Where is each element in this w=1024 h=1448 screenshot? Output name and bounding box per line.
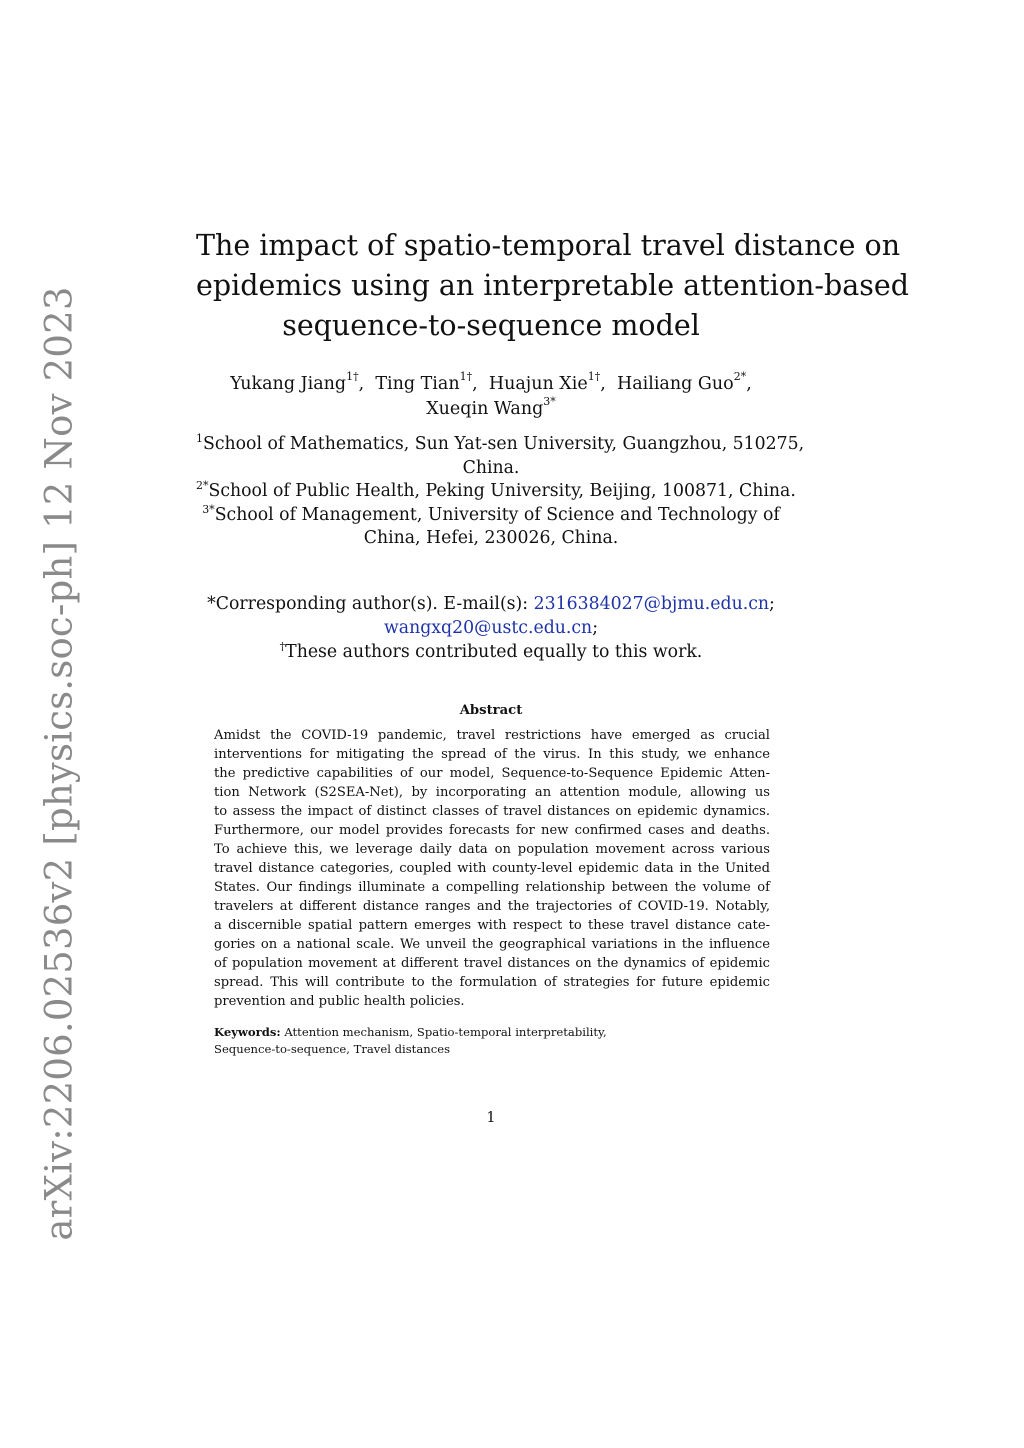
abstract-line: interventions for mitigating the spread of the virus. In this study, we enhance — [214, 747, 770, 762]
abstract-line: To achieve this, we leverage daily data on population movement across various — [214, 842, 770, 857]
abstract-text — [214, 726, 770, 1011]
page-number: 1 — [486, 1110, 496, 1126]
abstract-line: travel distance categories, coupled with county-level epidemic data in the United — [214, 861, 770, 876]
equal-contribution-note: †These authors contributed equally to this work. — [279, 640, 703, 662]
abstract-line: travelers at different distance ranges and the trajectories of COVID-19. Notably, — [214, 899, 770, 914]
author-affil-mark: 1† — [459, 370, 473, 384]
abstract-line: tion Network (S2SEA-Net), by incorporating an attention module, allowing us — [214, 785, 770, 800]
arxiv-identifier: arXiv:2206.02536v2 [physics.soc-ph] 12 Nov 2023 — [37, 285, 81, 1241]
affiliation: $^{2*}$School of Public Health, Peking University, Beijing, 100871, China. — [196, 479, 796, 501]
arxiv-side-stamp — [24, 285, 94, 1241]
keywords-text: Sequence-to-sequence, Travel distances — [214, 1042, 451, 1056]
abstract-line: to assess the impact of distinct classes of travel distances on epidemic dynamics. — [214, 804, 770, 819]
email-link[interactable]: 2316384027@bjmu.edu.cn — [533, 594, 770, 614]
abstract-body — [214, 726, 770, 1011]
keywords — [214, 1024, 770, 1058]
paper-title — [196, 226, 909, 346]
author-list: Yukang Jiang$^{1\dagger}$, Ting Tian$^{1\dagger}$, Huajun Xie$^{1\dagger}$, Hailiang Guo$^{2*}$, Xueqin Wang$^{3*}$ — [230, 370, 752, 419]
author-affil-mark: 3* — [543, 395, 556, 409]
author-name: Huajun Xie — [488, 374, 588, 394]
keywords-label: Keywords: — [214, 1025, 281, 1039]
abstract-line: States. Our findings illuminate a compelling relationship between the volume of — [214, 880, 770, 895]
title-line: epidemics using an interpretable attention-based — [196, 269, 909, 302]
affiliation: $^1$School of Mathematics, Sun Yat-sen University, Guangzhou, 510275, — [196, 432, 805, 454]
title-line: The impact of spatio-temporal travel distance on — [196, 229, 901, 262]
abstract-line: Amidst the COVID-19 pandemic, travel restrictions have emerged as crucial — [214, 728, 770, 743]
author-name: Ting Tian — [375, 374, 460, 394]
affiliation-continued: China. — [462, 457, 520, 478]
affiliation: $^{3*}$School of Management, University of Science and Technology of — [202, 502, 780, 525]
abstract-line: Furthermore, our model provides forecasts for new confirmed cases and deaths. — [214, 823, 770, 838]
abstract-line: spread. This will contribute to the formulation of strategies for future epidemic — [214, 975, 770, 990]
author-name: Hailiang Guo — [616, 374, 734, 394]
abstract-line: a discernible spatial pattern emerges with respect to these travel distance cate- — [214, 918, 770, 933]
author-affil-mark: 1† — [587, 370, 601, 384]
abstract-heading: Abstract — [459, 703, 523, 718]
abstract-line: prevention and public health policies. — [214, 994, 465, 1009]
author-name: Xueqin Wang — [426, 399, 544, 419]
abstract-line: gories on a national scale. We unveil the geographical variations in the influence — [214, 937, 770, 952]
title-line: sequence-to-sequence model — [282, 309, 700, 342]
affiliation-continued: China, Hefei, 230026, China. — [363, 528, 619, 548]
keywords-text: Attention mechanism, Spatio-temporal interpretability, — [280, 1025, 607, 1039]
author-name: Yukang Jiang — [230, 374, 347, 394]
affiliation-list — [196, 432, 805, 551]
abstract-line: of population movement at different travel distances on the dynamics of epidemic — [214, 956, 770, 971]
correspondence-block: *Corresponding author(s). E-mail(s): 2316384027@bjmu.edu.cn; wangxq20@ustc.edu.cn; †These authors contributed equally to this work. — [196, 592, 786, 664]
author-affil-mark: 2* — [733, 370, 747, 384]
correspondence-label: *Corresponding author(s). E-mail(s): — [207, 594, 534, 614]
author-affil-mark: 1† — [346, 370, 359, 384]
email-link[interactable]: wangxq20@ustc.edu.cn — [383, 618, 593, 638]
abstract-line: the predictive capabilities of our model, Sequence-to-Sequence Epidemic Atten- — [214, 766, 770, 781]
